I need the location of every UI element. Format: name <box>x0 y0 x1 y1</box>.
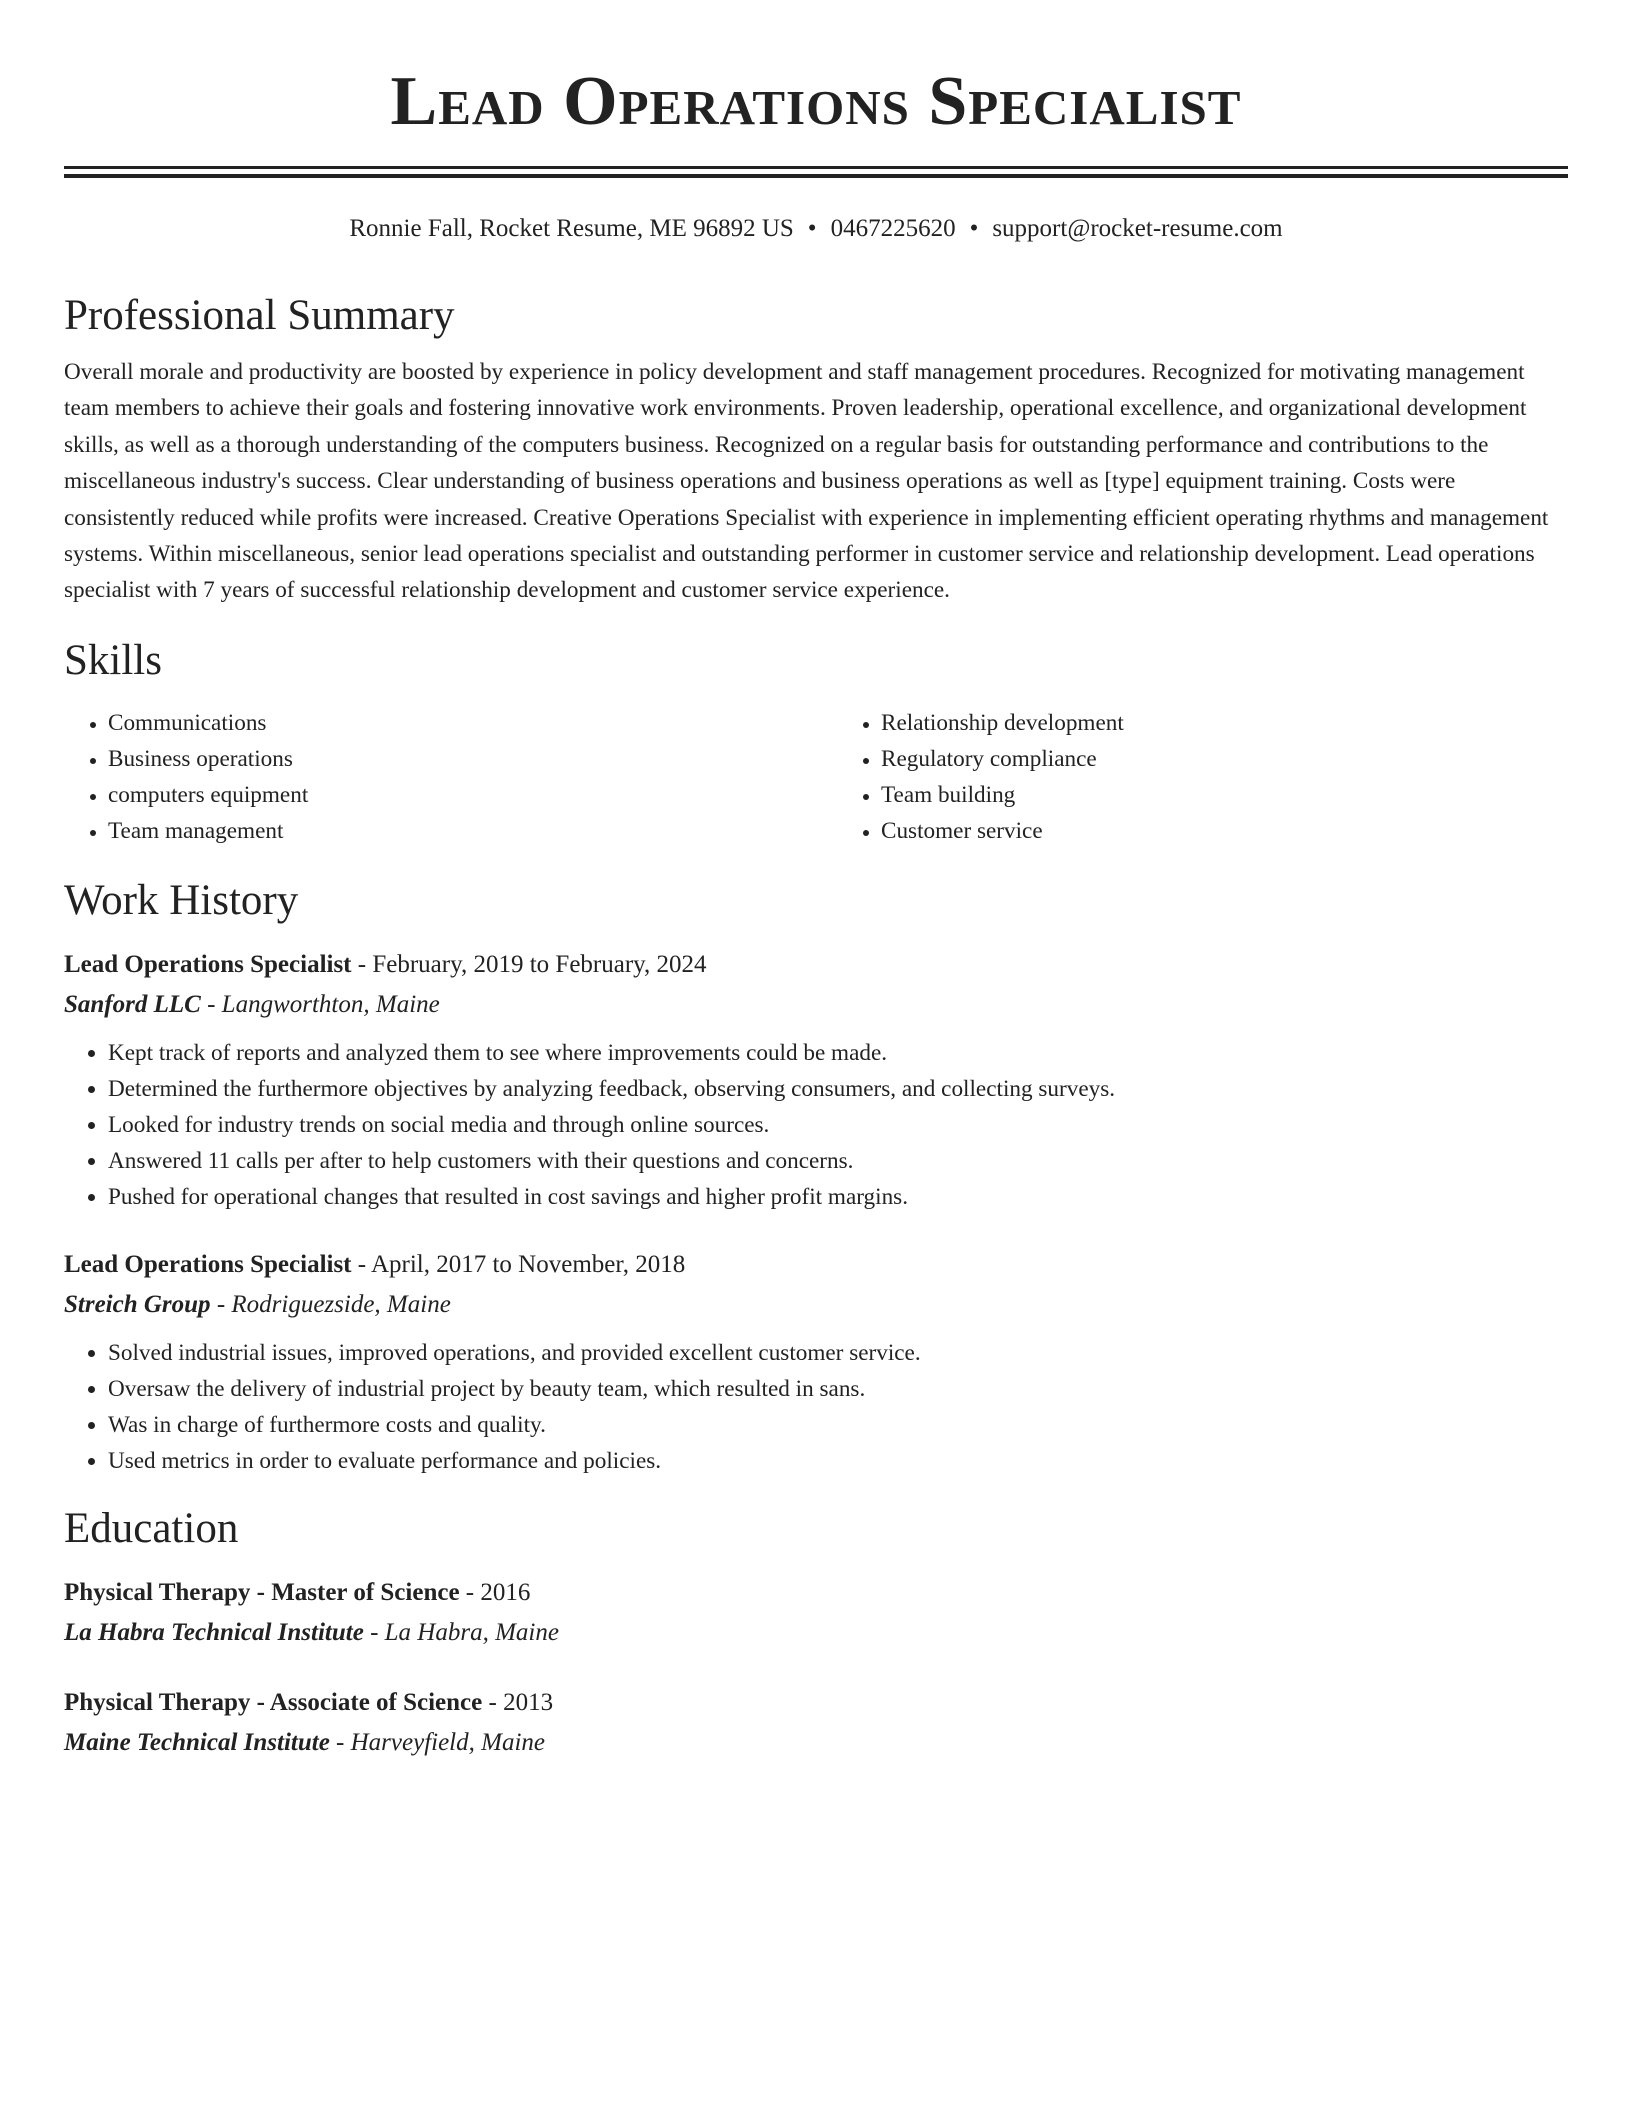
education-degree: Physical Therapy - Associate of Science <box>64 1688 483 1716</box>
education-entry <box>64 1683 1568 1763</box>
job-bullet: • Pushed for operational changes that resulted in cost savings and higher profit margins. <box>108 1179 1568 1215</box>
title-rule-bottom <box>64 174 1568 178</box>
skill-item: • Regulatory compliance <box>881 741 1568 777</box>
skill-item: • computers equipment <box>108 777 795 813</box>
skill-item: • Customer service <box>881 813 1568 849</box>
contact-separator: • <box>969 215 979 242</box>
job-company: Streich Group <box>64 1290 211 1318</box>
job-company: Sanford LLC <box>64 990 201 1018</box>
skills-heading: Skills <box>64 636 162 684</box>
skills-column-left <box>64 705 795 849</box>
resume-page <box>64 0 1568 1763</box>
contact-address: Ronnie Fall, Rocket Resume, ME 96892 US <box>349 215 794 242</box>
education-header <box>64 1573 1568 1613</box>
job-header <box>64 945 1568 985</box>
job-bullet: • Was in charge of furthermore costs and quality. <box>108 1407 1568 1443</box>
education-location: - Harveyfield, Maine <box>329 1728 545 1756</box>
job-location: - Rodriguezside, Maine <box>210 1290 451 1318</box>
job-bullets <box>64 1035 1568 1215</box>
contact-separator: • <box>807 215 817 242</box>
contact-email: support@rocket-resume.com <box>992 215 1283 242</box>
job-bullet: • Used metrics in order to evaluate performance and policies. <box>108 1443 1568 1479</box>
job-location: - Langworthton, Maine <box>200 990 440 1018</box>
summary-text: Overall morale and productivity are boosted by experience in policy development and staff management procedures. Recognized for motivating management team members to achieve their goals and fostering innovative work environments. Proven leadership, operational excellence, and organizational development skills, as well as a thorough understanding of the computers business. Recognized on a regular basis for outstanding performance and contributions to the miscellaneous industry's success. Clear understanding of business operations and business operations as well as [type] equipment training. Costs were consistently reduced while profits were increased. Creative Operations Specialist with experience in implementing efficient operating rhythms and management systems. Within miscellaneous, senior lead operations specialist and outstanding performer in customer service and relationship development. Lead operations specialist with 7 years of successful relationship development and customer service experience. <box>64 359 1549 604</box>
education-entry <box>64 1573 1568 1653</box>
skill-item: • Team building <box>881 777 1568 813</box>
job-entry <box>64 1245 1568 1479</box>
job-bullet: • Solved industrial issues, improved operations, and provided excellent customer service. <box>108 1335 1568 1371</box>
skill-item: • Communications <box>108 705 795 741</box>
job-role: Lead Operations Specialist <box>64 1250 352 1278</box>
job-bullet: • Looked for industry trends on social media and through online sources. <box>108 1107 1568 1143</box>
job-company-line <box>64 1285 1568 1325</box>
education-location: - La Habra, Maine <box>363 1618 559 1646</box>
skills-list <box>64 705 1568 849</box>
job-dates: - February, 2019 to February, 2024 <box>351 950 707 978</box>
job-bullet: • Determined the furthermore objectives by analyzing feedback, observing consumers, and collecting surveys. <box>108 1071 1568 1107</box>
summary-heading: Professional Summary <box>64 292 455 339</box>
contact-line <box>64 212 1568 246</box>
skills-column-right <box>837 705 1568 849</box>
job-bullet: • Oversaw the delivery of industrial project by beauty team, which resulted in sans. <box>108 1371 1568 1407</box>
education-year: - 2013 <box>482 1688 554 1716</box>
education-school: La Habra Technical Institute <box>64 1618 364 1646</box>
job-role: Lead Operations Specialist <box>64 950 352 978</box>
education-school: Maine Technical Institute <box>64 1728 330 1756</box>
contact-phone: 0467225620 <box>830 215 956 242</box>
job-company-line <box>64 985 1568 1025</box>
title-rule-top <box>64 166 1568 169</box>
job-bullet: • Answered 11 calls per after to help customers with their questions and concerns. <box>108 1143 1568 1179</box>
job-dates: - April, 2017 to November, 2018 <box>351 1250 686 1278</box>
skill-item: • Business operations <box>108 741 795 777</box>
education-heading: Education <box>64 1504 239 1552</box>
job-entry <box>64 945 1568 1215</box>
work-history-heading: Work History <box>64 876 299 924</box>
skill-item: • Team management <box>108 813 795 849</box>
education-degree: Physical Therapy - Master of Science <box>64 1578 460 1606</box>
education-school-line <box>64 1613 1568 1653</box>
skill-item: • Relationship development <box>881 705 1568 741</box>
job-bullets <box>64 1335 1568 1479</box>
education-year: - 2016 <box>459 1578 531 1606</box>
resume-title: Lead Operations Specialist <box>390 63 1242 140</box>
job-header <box>64 1245 1568 1285</box>
job-bullet: • Kept track of reports and analyzed them to see where improvements could be made. <box>108 1035 1568 1071</box>
education-header <box>64 1683 1568 1723</box>
education-school-line <box>64 1723 1568 1763</box>
